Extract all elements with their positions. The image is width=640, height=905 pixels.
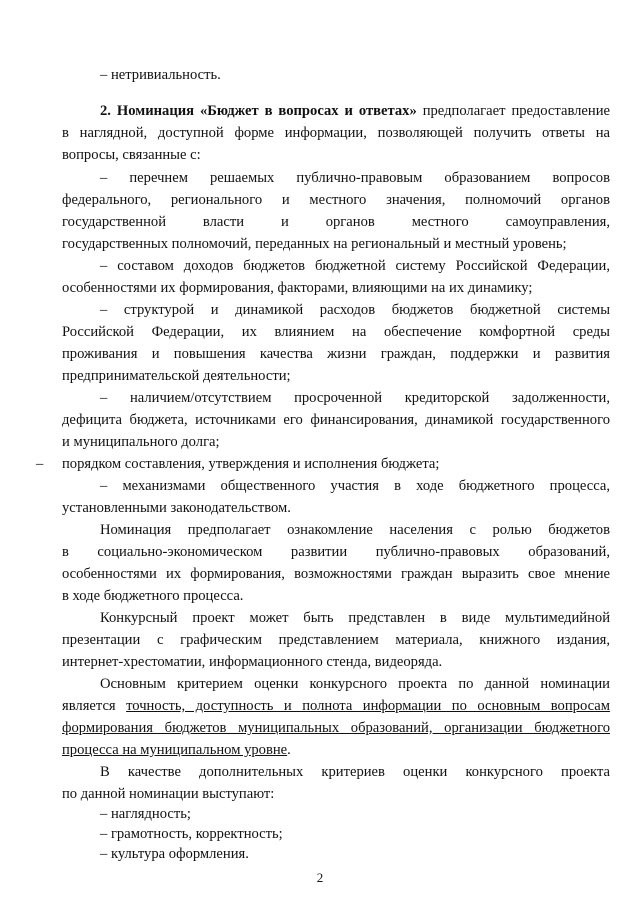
paragraph-line: особенностями их формирования, возможностями граждан выразить свое мнение [62, 566, 610, 582]
underlined-text: точность, доступность и полнота информации по основным вопросам [126, 698, 610, 714]
paragraph-line: государственных полномочий, переданных на региональный и местный уровень; [62, 236, 567, 252]
underlined-text: процесса на муниципальном уровне [62, 742, 288, 758]
paragraph-line: интернет-хрестоматии, информационного стенда, видеоряда. [62, 654, 443, 670]
paragraph-line: презентации с графическим представлением материала, книжного издания, [62, 632, 610, 648]
list-item: порядком составления, утверждения и исполнения бюджета; [62, 456, 440, 472]
paragraph-line: является точность, доступность и полнота информации по основным вопросам [62, 698, 610, 714]
paragraph-line: в наглядной, доступной форме информации, позволяющей получить ответы на [62, 125, 610, 141]
page-number: 2 [316, 870, 324, 885]
paragraph-line: федерального, регионального и местного значения, полномочий органов [62, 192, 610, 208]
paragraph-line: Основным критерием оценки конкурсного проекта по данной номинации [100, 676, 610, 692]
paragraph-line: проживания и повышения качества жизни граждан, поддержки и развития [62, 346, 610, 362]
paragraph-line: предпринимательской деятельности; [62, 368, 291, 384]
nomination-title: 2. Номинация «Бюджет в вопросах и ответах» [100, 103, 417, 119]
list-item: – культура оформления. [100, 846, 249, 862]
paragraph-line: в ходе бюджетного процесса. [62, 588, 244, 604]
paragraph-line: вопросы, связанные с: [62, 147, 201, 163]
paragraph-line: и муниципального долга; [62, 434, 220, 450]
paragraph-line: Российской Федерации, их влиянием на обеспечение комфортной среды [62, 324, 610, 340]
paragraph-line: Конкурсный проект может быть представлен в виде мультимедийной [100, 610, 610, 626]
list-item: – наличием/отсутствием просроченной кредиторской задолженности, [100, 390, 610, 406]
list-item: – структурой и динамикой расходов бюджетов бюджетной системы [100, 302, 610, 318]
paragraph-line: особенностями их формирования, факторами, влияющими на их динамику; [62, 280, 533, 296]
paragraph-line: 2. Номинация «Бюджет в вопросах и ответах» предполагает предоставление [100, 103, 610, 119]
underlined-text: формирования бюджетов муниципальных образований, организации бюджетного [62, 720, 610, 736]
paragraph-line: установленными законодательством. [62, 500, 291, 516]
paragraph-line: В качестве дополнительных критериев оценки конкурсного проекта [100, 764, 610, 780]
paragraph-line: по данной номинации выступают: [62, 786, 275, 802]
paragraph-line: процесса на муниципальном уровне. [62, 742, 291, 758]
list-item: – составом доходов бюджетов бюджетной систему Российской Федерации, [100, 258, 610, 274]
list-item: – грамотность, корректность; [100, 826, 283, 842]
list-item: – механизмами общественного участия в ходе бюджетного процесса, [100, 478, 610, 494]
list-item: – перечнем решаемых публично-правовым образованием вопросов [100, 170, 610, 186]
paragraph-line: Номинация предполагает ознакомление населения с ролью бюджетов [100, 522, 610, 538]
paragraph-line: в социально-экономическом развитии публично-правовых образований, [62, 544, 610, 560]
list-dash: – [36, 456, 44, 472]
list-item: – нетривиальность. [100, 67, 221, 83]
paragraph-line: государственной власти и органов местного самоуправления, [62, 214, 610, 230]
list-item: – наглядность; [100, 806, 191, 822]
paragraph-line: дефицита бюджета, источниками его финансирования, динамикой государственного [62, 412, 610, 428]
